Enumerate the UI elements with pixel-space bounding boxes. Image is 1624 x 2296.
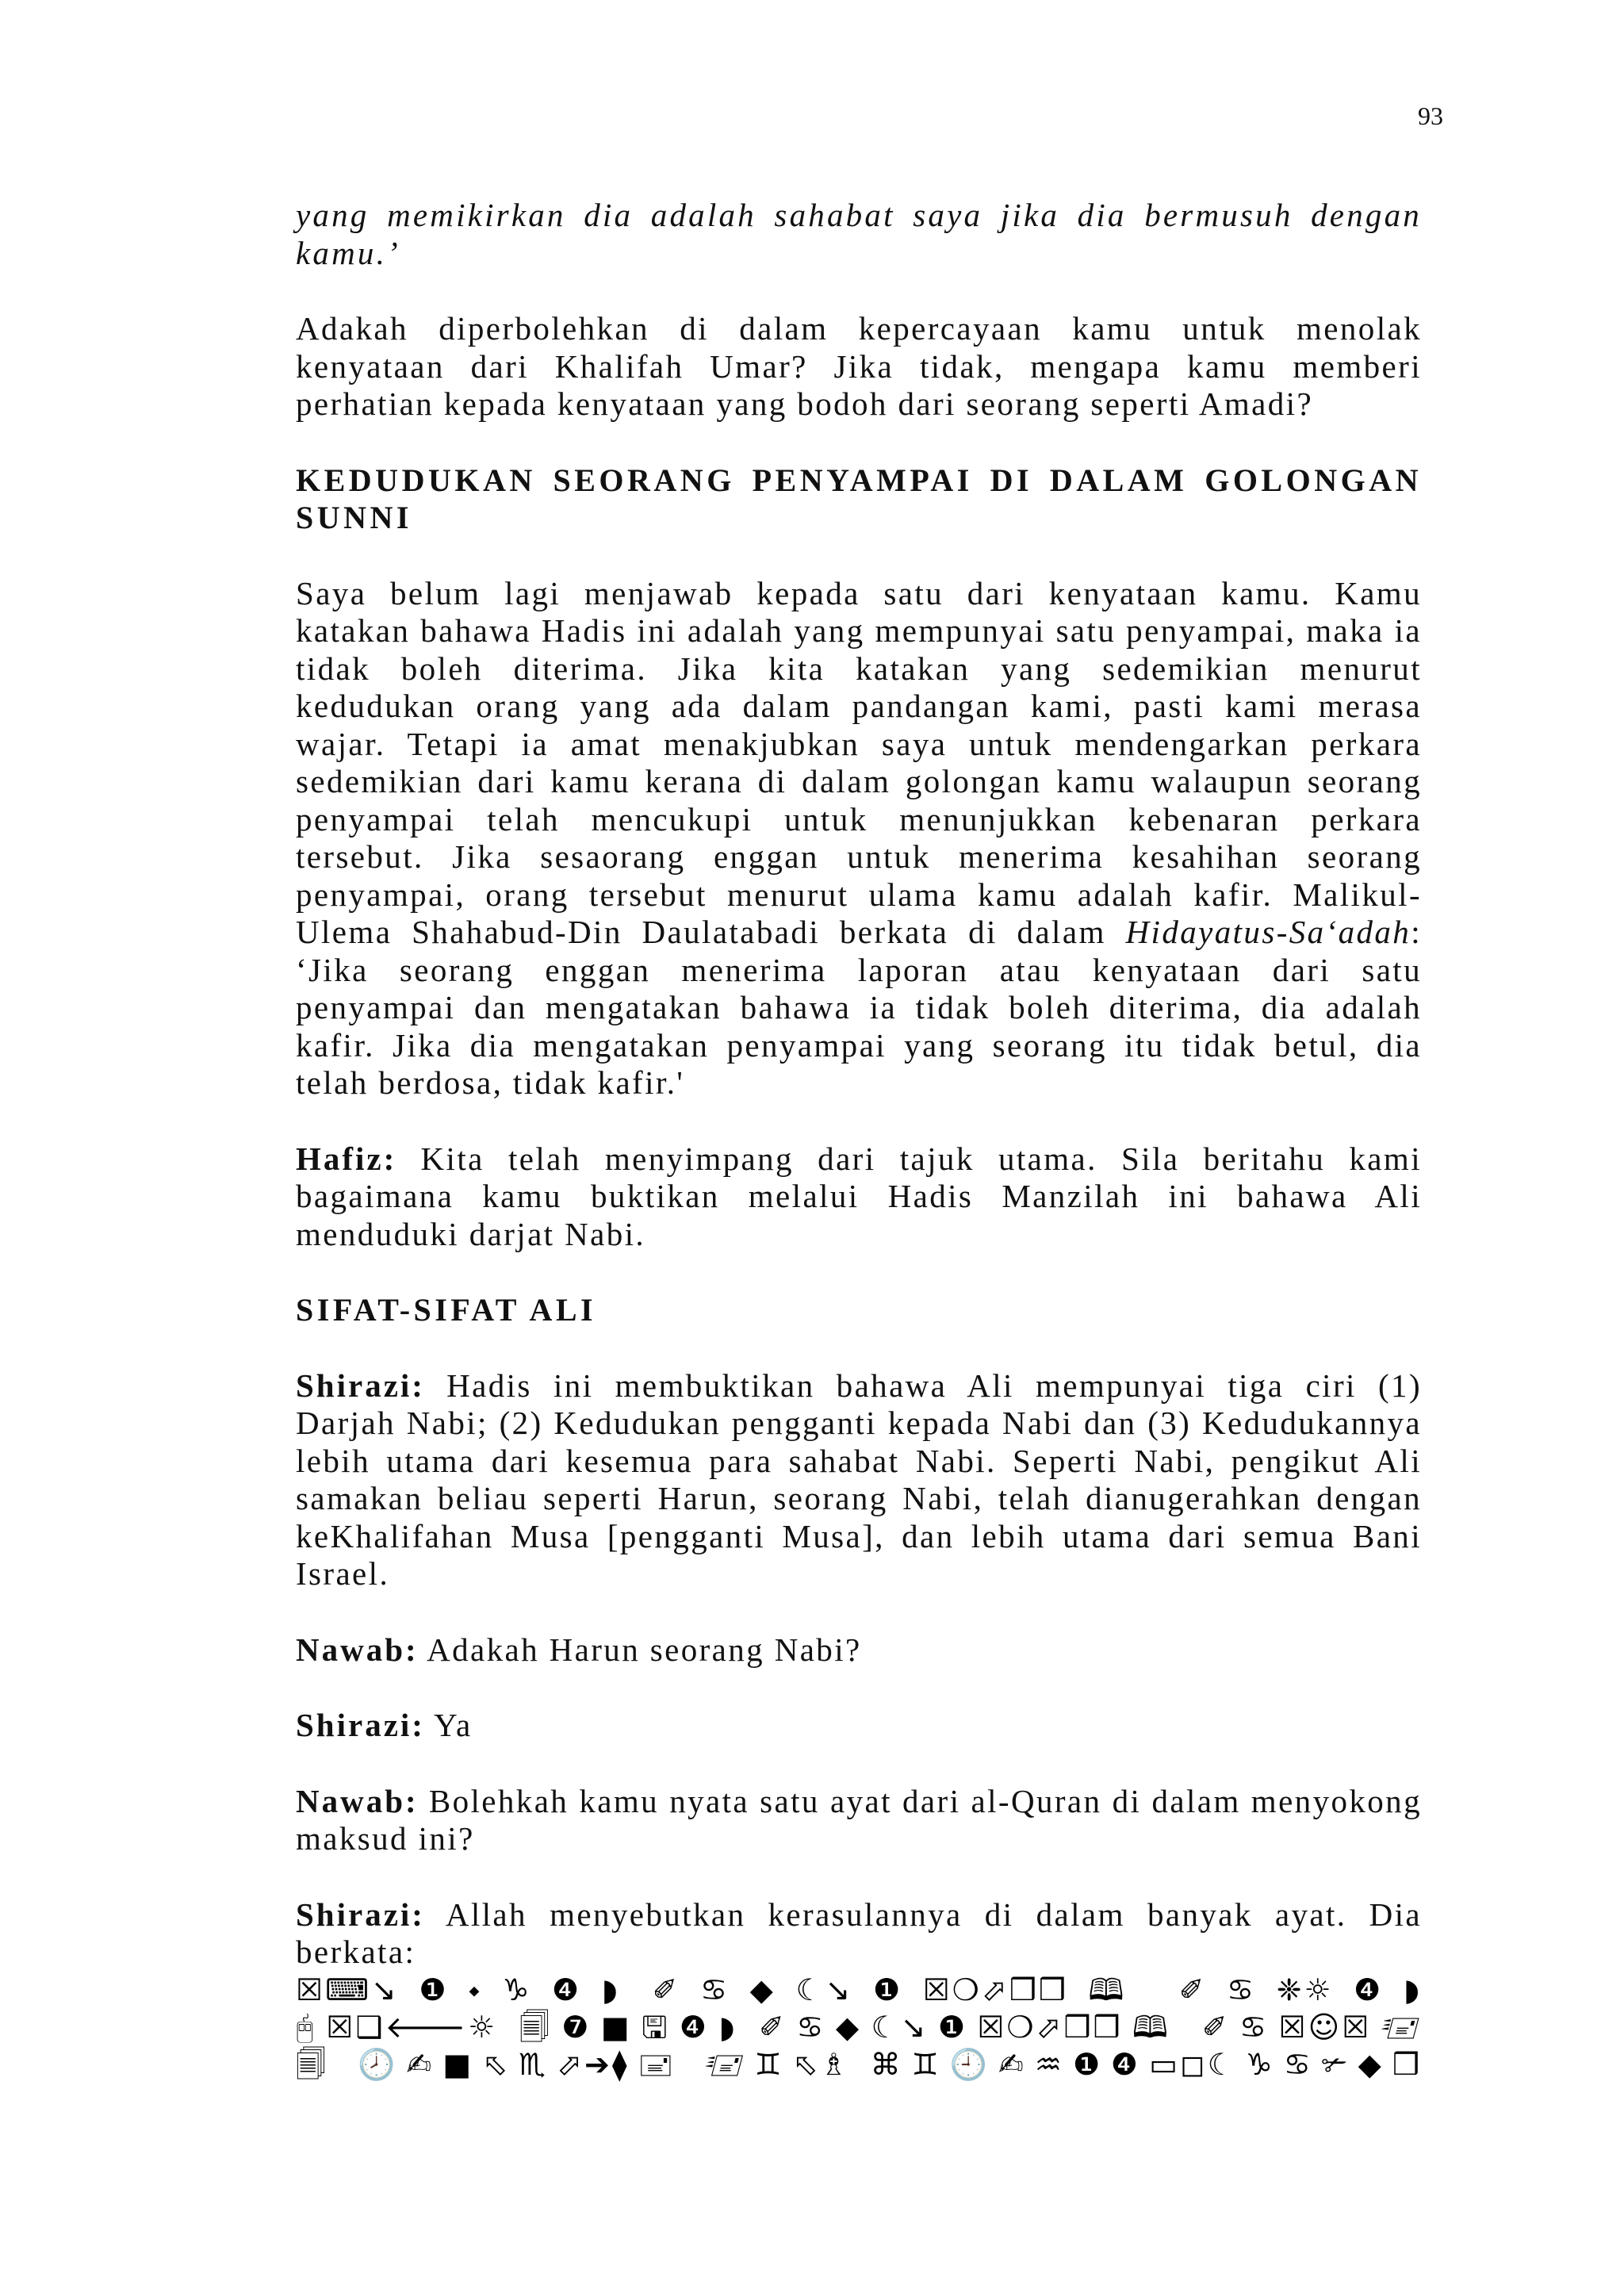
dialogue-shirazi-1	[296, 1367, 1422, 1593]
page-number: 93	[1418, 102, 1443, 130]
dialogue-nawab-1	[296, 1631, 1422, 1669]
section-heading-penyampai: KEDUDUKAN SEORANG PENYAMPAI DI DALAM GOLONGAN SUNNI	[296, 462, 1422, 535]
speaker-label: Shirazi:	[296, 1895, 425, 1933]
speaker-label: Nawab:	[296, 1782, 419, 1819]
dingbat-line-1: ☒⌨↘❶⬩♑❹◗ ✐♋◆☾↘❶☒❍⬀❒❒🕮 ✐♋❈☼❹◗	[296, 1972, 1422, 2007]
dialogue-shirazi-2	[296, 1707, 1422, 1745]
speaker-label: Nawab:	[296, 1631, 419, 1668]
dialogue-nawab-2	[296, 1783, 1422, 1858]
speaker-label: Hafiz:	[296, 1140, 397, 1177]
dialogue-shirazi-3	[296, 1896, 1422, 1972]
paragraph-text: Saya belum lagi menjawab kepada satu dari kenyataan kamu. Kamu katakan bahawa Hadis ini adalah yang mempunyai satu penyampai, maka ia tidak boleh diterima. Jika kita katakan yang sedemikian menurut kedudukan orang yang ada dalam pandangan kami, pasti kami merasa wajar. Tetapi ia amat menakjubkan saya untuk mendengarkan perkara sedemikian dari kamu kerana di dalam golongan kamu walaupun seorang penyampai telah mencukupi untuk menunjukkan kebenaran perkara tersebut. Jika sesaorang enggan untuk menerima kesahihan seorang penyampai, orang tersebut menurut ulama kamu adalah kafir. Malikul-Ulema Shahabud-Din Daulatabadi berkata di dalam	[296, 574, 1422, 950]
dingbat-line-3: 🗐 🕗✍■⬁♏⬀➔⧫🖃 🖅♊⬁♗ ⌘♊🕘✍♒❶❹▭◻☾♑♋✃◆❒	[296, 2046, 1422, 2082]
dialogue-text: Hadis ini membuktikan bahawa Ali mempunyai tiga ciri (1) Darjah Nabi; (2) Kedudukan pengganti kepada Nabi dan (3) Kedudukannya lebih utama dari kesemua para sahabat Nabi. Seperti Nabi, pengikut Ali samakan beliau seperti Harun, seorang Nabi, telah dianugerahkan dengan keKhalifahan Musa [pengganti Musa], dan lebih utama dari semua Bani Israel.	[296, 1366, 1422, 1592]
speaker-label: Shirazi:	[296, 1366, 425, 1404]
dialogue-text: Adakah Harun seorang Nabi?	[418, 1631, 862, 1668]
section-heading-sifat-ali: SIFAT-SIFAT ALI	[296, 1292, 597, 1328]
dialogue-text: Bolehkah kamu nyata satu ayat dari al-Quran di dalam menyokong maksud ini?	[296, 1782, 1422, 1857]
dingbat-line-2: 🖰☒❑🡐☼ 🗐❼■🖫❹◗ ✐♋◆☾↘❶☒❍⬀❒❒🕮 ✐♋☒☺☒🖅	[296, 2009, 1422, 2045]
paragraph-text: : ‘Jika seorang enggan menerima laporan atau kenyataan dari satu penyampai dan mengatakan bahawa ia tidak boleh diterima, dia adalah kafir. Jika dia mengatakan penyampai yang seorang itu tidak betul, dia telah berdosa, tidak kafir.'	[296, 914, 1422, 1101]
paragraph-penyampai	[296, 575, 1422, 1102]
dialogue-text: Kita telah menyimpang dari tajuk utama. Sila beritahu kami bagaimana kamu buktikan melalui Hadis Manzilah ini bahawa Ali menduduki darjat Nabi.	[296, 1140, 1422, 1252]
quote-continuation: yang memikirkan dia adalah sahabat saya jika dia bermusuh dengan kamu.’	[296, 197, 1422, 271]
book-title: Hidayatus-Sa‘adah	[1125, 914, 1411, 950]
dialogue-hafiz	[296, 1140, 1422, 1254]
page-content	[296, 197, 1422, 2083]
dialogue-text: Ya	[424, 1707, 473, 1743]
arabic-verse-dingbats	[296, 1972, 1422, 2083]
speaker-label: Shirazi:	[296, 1707, 425, 1743]
paragraph-umar-question: Adakah diperbolehkan di dalam kepercayaan kamu untuk menolak kenyataan dari Khalifah Umar? Jika tidak, mengapa kamu memberi perhatian kepada kenyataan yang bodoh dari seorang seperti Amadi?	[296, 310, 1422, 422]
dialogue-text: Allah menyebutkan kerasulannya di dalam banyak ayat. Dia berkata:	[296, 1895, 1422, 1970]
